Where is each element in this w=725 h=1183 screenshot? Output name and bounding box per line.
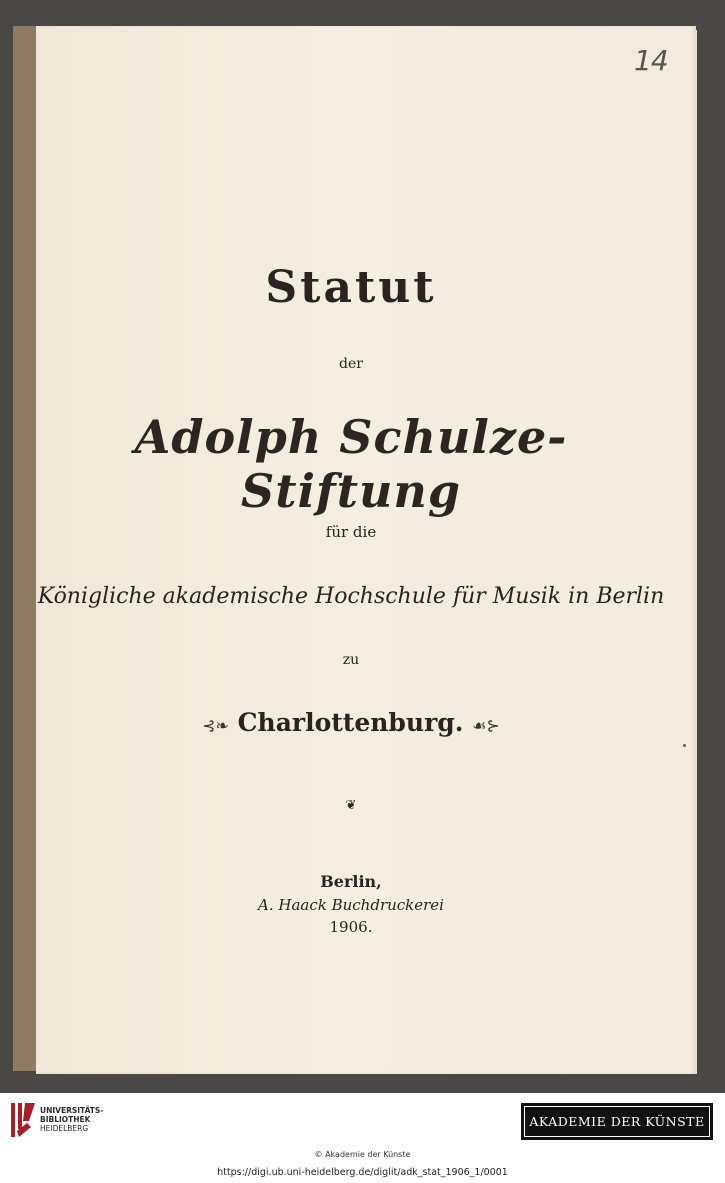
city-name: Charlottenburg.	[237, 708, 464, 737]
ub-logo-text	[40, 1106, 103, 1133]
document-title: Statut	[265, 262, 437, 313]
akademie-der-kuenste-logo[interactable]	[521, 1103, 713, 1140]
fleuron-icon: ❦	[345, 798, 357, 813]
preposition-zu: zu	[342, 652, 360, 668]
folio-number: 14	[634, 44, 668, 77]
ornament-left-icon: ⊰❧	[202, 716, 229, 735]
ornament-right-icon: ☙⊱	[472, 716, 500, 735]
fuer-die: für die	[325, 523, 377, 541]
article-der: der	[339, 356, 363, 372]
paper-mark	[683, 744, 686, 747]
permalink-url[interactable]: https://digi.ub.uni-heidelberg.de/diglit/adk_stat_1906_1/0001	[217, 1167, 508, 1178]
ub-line-1: UNIVERSITÄTS-	[40, 1106, 104, 1115]
imprint-year: 1906.	[329, 918, 373, 936]
page-edge	[694, 30, 697, 1074]
title-page	[36, 26, 696, 1074]
imprint-printer: A. Haack Buchdruckerei	[258, 896, 444, 914]
foundation-name: Adolph Schulze-Stiftung	[134, 410, 568, 518]
imprint-place: Berlin,	[320, 872, 382, 891]
copyright-notice: © Akademie der Künste	[314, 1150, 411, 1159]
ub-heidelberg-logo[interactable]	[9, 1101, 149, 1141]
ub-logo-icon	[9, 1101, 37, 1139]
city-line	[36, 708, 666, 737]
book-spine	[13, 26, 38, 1071]
ub-line-2: BIBLIOTHEK	[40, 1115, 91, 1124]
adk-logo-text: AKADEMIE DER KÜNSTE	[524, 1106, 710, 1137]
ub-line-3: HEIDELBERG	[40, 1124, 89, 1133]
school-name: Königliche akademische Hochschule für Musik in Berlin	[37, 584, 665, 609]
